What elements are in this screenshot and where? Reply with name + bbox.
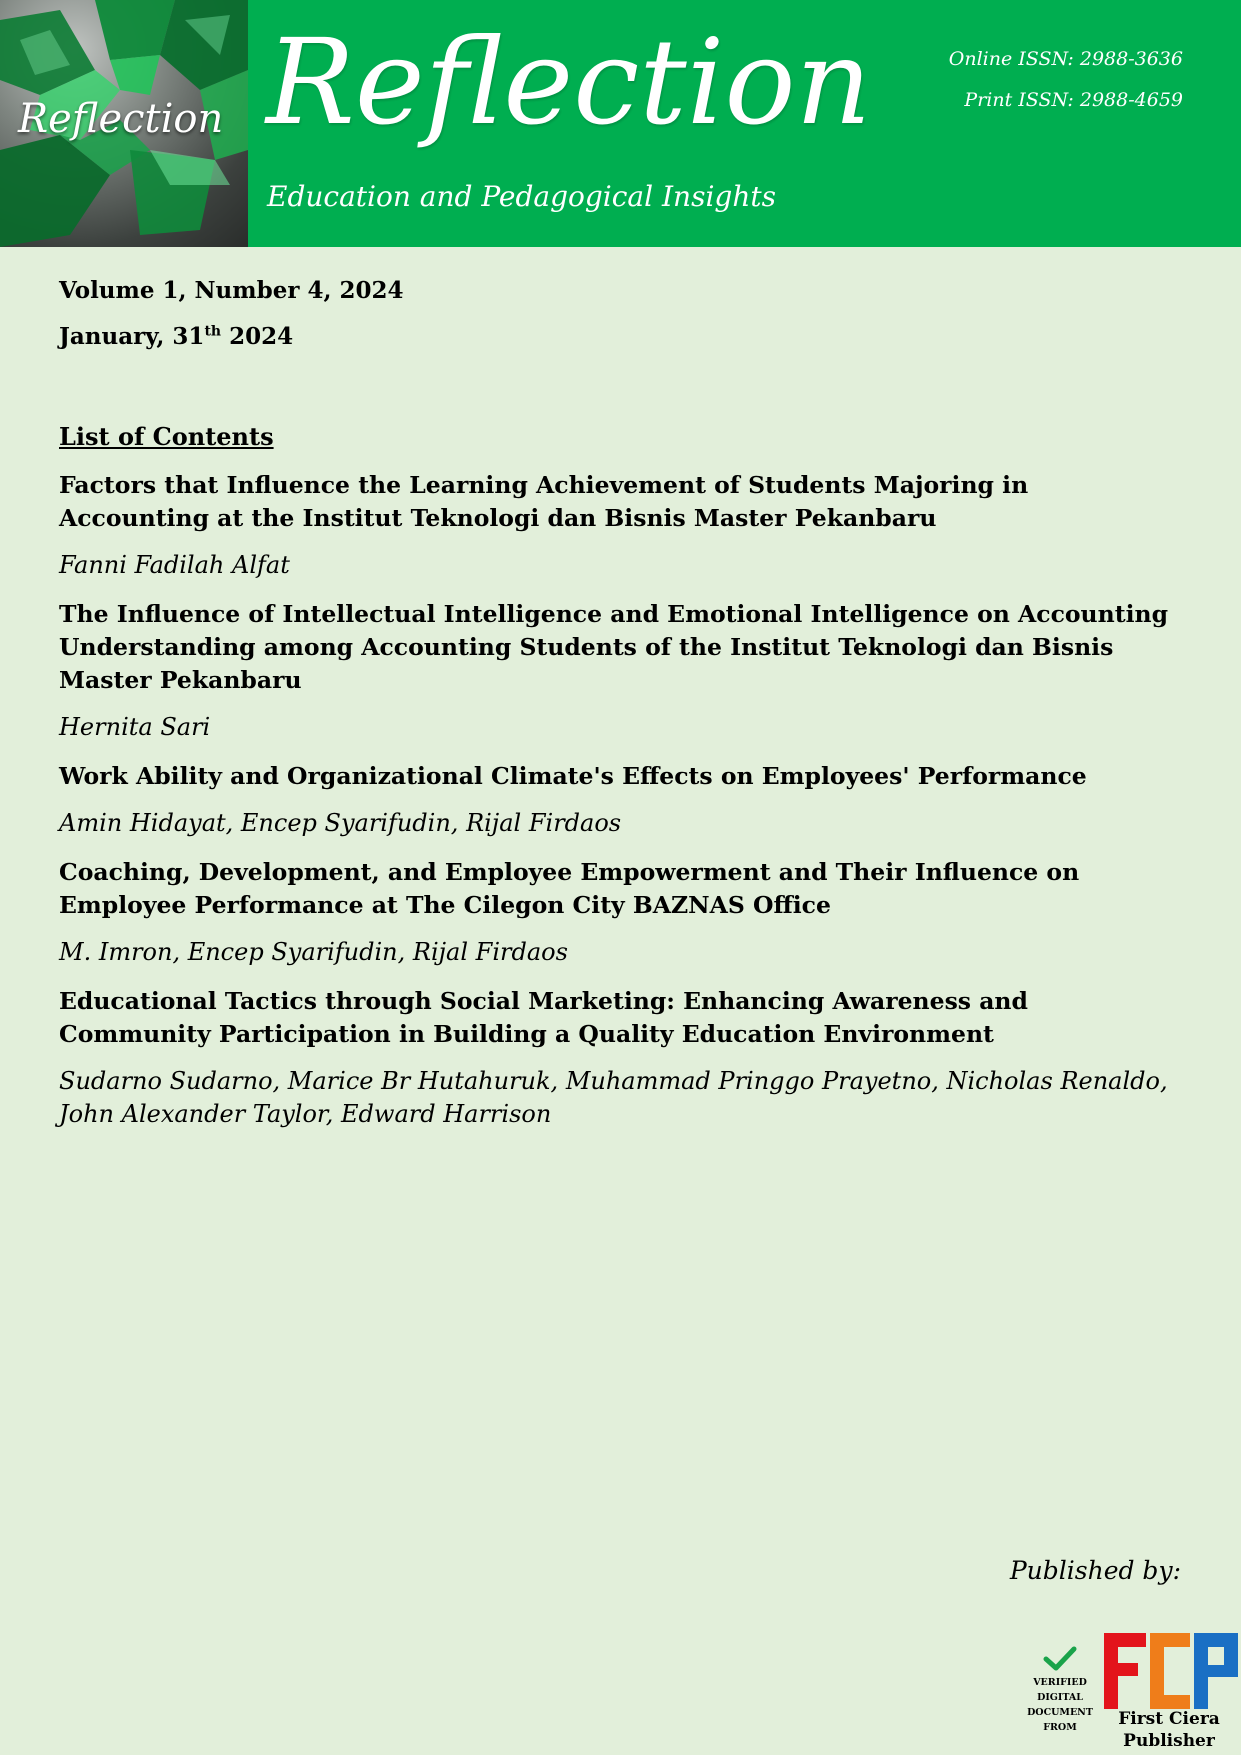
cover-content <box>59 276 1179 1147</box>
article-entry-4 <box>59 856 1179 969</box>
issue-date-day: January, 31 <box>59 322 205 350</box>
journal-title: Reflection <box>266 13 872 151</box>
issue-volume: Volume 1, Number 4, 2024 <box>59 277 404 304</box>
header-banner <box>0 0 1241 247</box>
article-title: The Influence of Intellectual Intelligence and Emotional Intelligence on Accounting Understanding among Accounting Students of the Institut Teknologi dan Bisnis Master Pekanbaru <box>59 599 1169 694</box>
online-issn: Online ISSN: 2988-3636 <box>948 48 1183 70</box>
emerald-cover-thumbnail <box>0 0 248 247</box>
issue-date <box>59 322 1179 352</box>
article-authors: Fanni Fadilah Alfat <box>59 550 290 579</box>
published-by-label: Published by: <box>1009 1556 1181 1585</box>
print-issn: Print ISSN: 2988-4659 <box>964 89 1183 111</box>
issue-date-year: 2024 <box>221 322 294 350</box>
article-entry-1 <box>59 469 1179 582</box>
verified-document-badge <box>1020 1645 1100 1735</box>
issue-date-suffix: th <box>204 323 222 340</box>
article-title: Educational Tactics through Social Marketing: Enhancing Awareness and Community Participation in Building a Quality Education Environment <box>59 986 1028 1048</box>
publisher-name-line: Publisher <box>1123 1731 1215 1751</box>
publisher-name <box>1104 1708 1234 1752</box>
fcp-publisher-logo <box>1104 1633 1238 1709</box>
verified-line: DIGITAL <box>1037 1692 1083 1703</box>
journal-subtitle: Education and Pedagogical Insights <box>267 180 776 213</box>
article-entry-2 <box>59 598 1179 744</box>
verified-line: VERIFIED <box>1033 1677 1087 1688</box>
article-authors: M. Imron, Encep Syarifudin, Rijal Firdaos <box>59 937 568 966</box>
article-title: Factors that Influence the Learning Achievement of Students Majoring in Accounting at the Institut Teknologi dan Bisnis Master Pekanbaru <box>59 470 1029 532</box>
article-authors: Sudarno Sudarno, Marice Br Hutahuruk, Muhammad Pringgo Prayetno, Nicholas Renaldo, John Alexander Taylor, Edward Harrison <box>59 1066 1168 1128</box>
verified-line: FROM <box>1043 1722 1077 1733</box>
publisher-name-line: First Ciera <box>1118 1709 1220 1729</box>
article-title: Work Ability and Organizational Climate's Effects on Employees' Performance <box>59 761 1087 790</box>
list-of-contents-heading: List of Contents <box>59 421 274 451</box>
thumbnail-journal-title: Reflection <box>18 96 224 142</box>
article-entry-5 <box>59 985 1179 1131</box>
article-authors: Amin Hidayat, Encep Syarifudin, Rijal Firdaos <box>59 808 622 837</box>
article-entry-3 <box>59 760 1179 840</box>
verified-line: DOCUMENT <box>1027 1707 1093 1718</box>
checkmark-icon <box>1042 1645 1078 1673</box>
article-authors: Hernita Sari <box>59 712 211 741</box>
article-title: Coaching, Development, and Employee Empowerment and Their Influence on Employee Performance at The Cilegon City BAZNAS Office <box>59 857 1080 919</box>
